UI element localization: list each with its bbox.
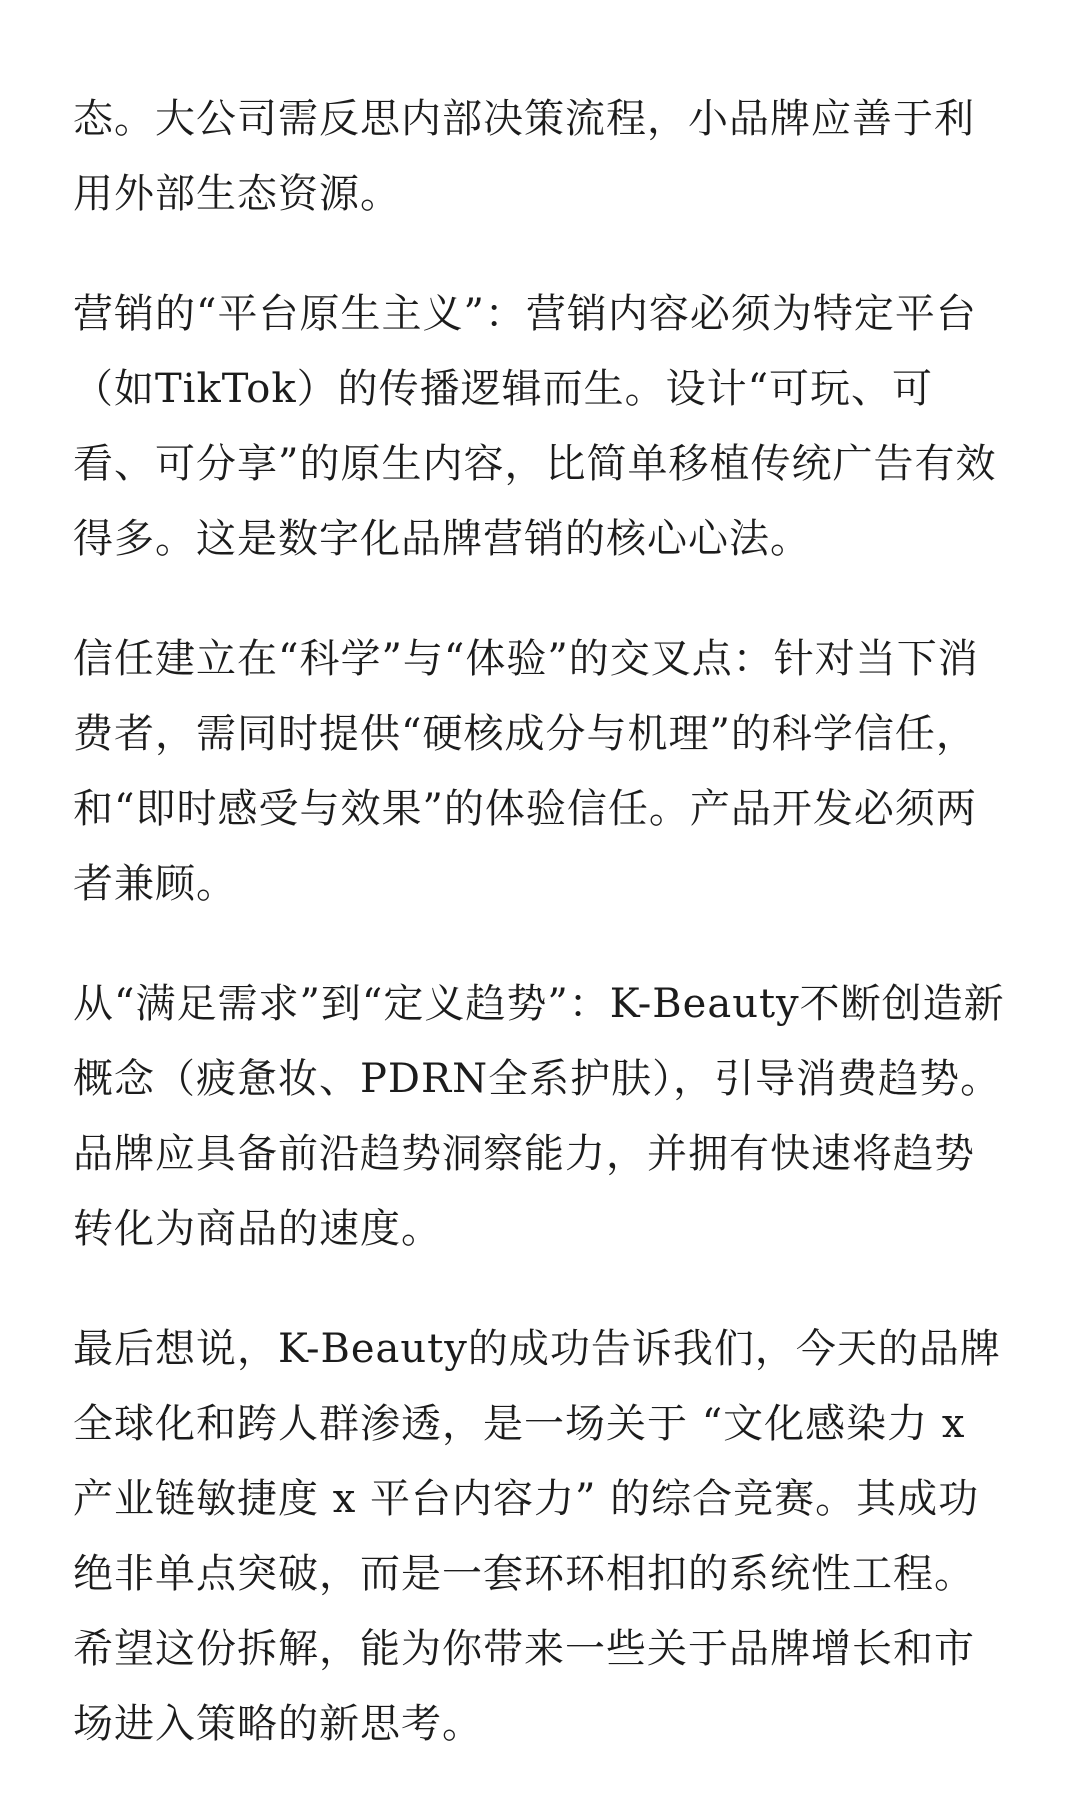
paragraph-decision-process: 态。大公司需反思内部决策流程，小品牌应善于利用外部生态资源。 — [73, 96, 975, 217]
paragraph-define-trends: 从“满足需求”到“定义趋势”：K-Beauty不断创造新概念（疲惫妆、PDRN全系护肤），引导消费趋势。品牌应具备前沿趋势洞察能力，并拥有快速将趋势转化为商品的速度。 — [73, 981, 1005, 1252]
paragraph-gap — [73, 1267, 1010, 1312]
paragraph-gap — [73, 577, 1010, 622]
paragraph-gap — [73, 232, 1010, 277]
paragraph-science-experience-trust: 信任建立在“科学”与“体验”的交叉点：针对当下消费者，需同时提供“硬核成分与机理”的科学信任，和“即时感受与效果”的体验信任。产品开发必须两者兼顾。 — [73, 636, 979, 907]
paragraph-platform-native: 营销的“平台原生主义”：营销内容必须为特定平台（如TikTok）的传播逻辑而生。设计“可玩、可看、可分享”的原生内容，比简单移植传统广告有效得多。这是数字化品牌营销的核心心法。 — [73, 291, 997, 562]
paragraph-conclusion: 最后想说，K-Beauty的成功告诉我们，今天的品牌全球化和跨人群渗透，是一场关于 “文化感染力 x 产业链敏捷度 x 平台内容力” 的综合竞赛。其成功绝非单点突破，而是一套环环相扣的系统性工程。希望这份拆解，能为你带来一些关于品牌增长和市场进入策略的新思考。 — [73, 1326, 1001, 1747]
paragraph-gap — [73, 922, 1010, 967]
